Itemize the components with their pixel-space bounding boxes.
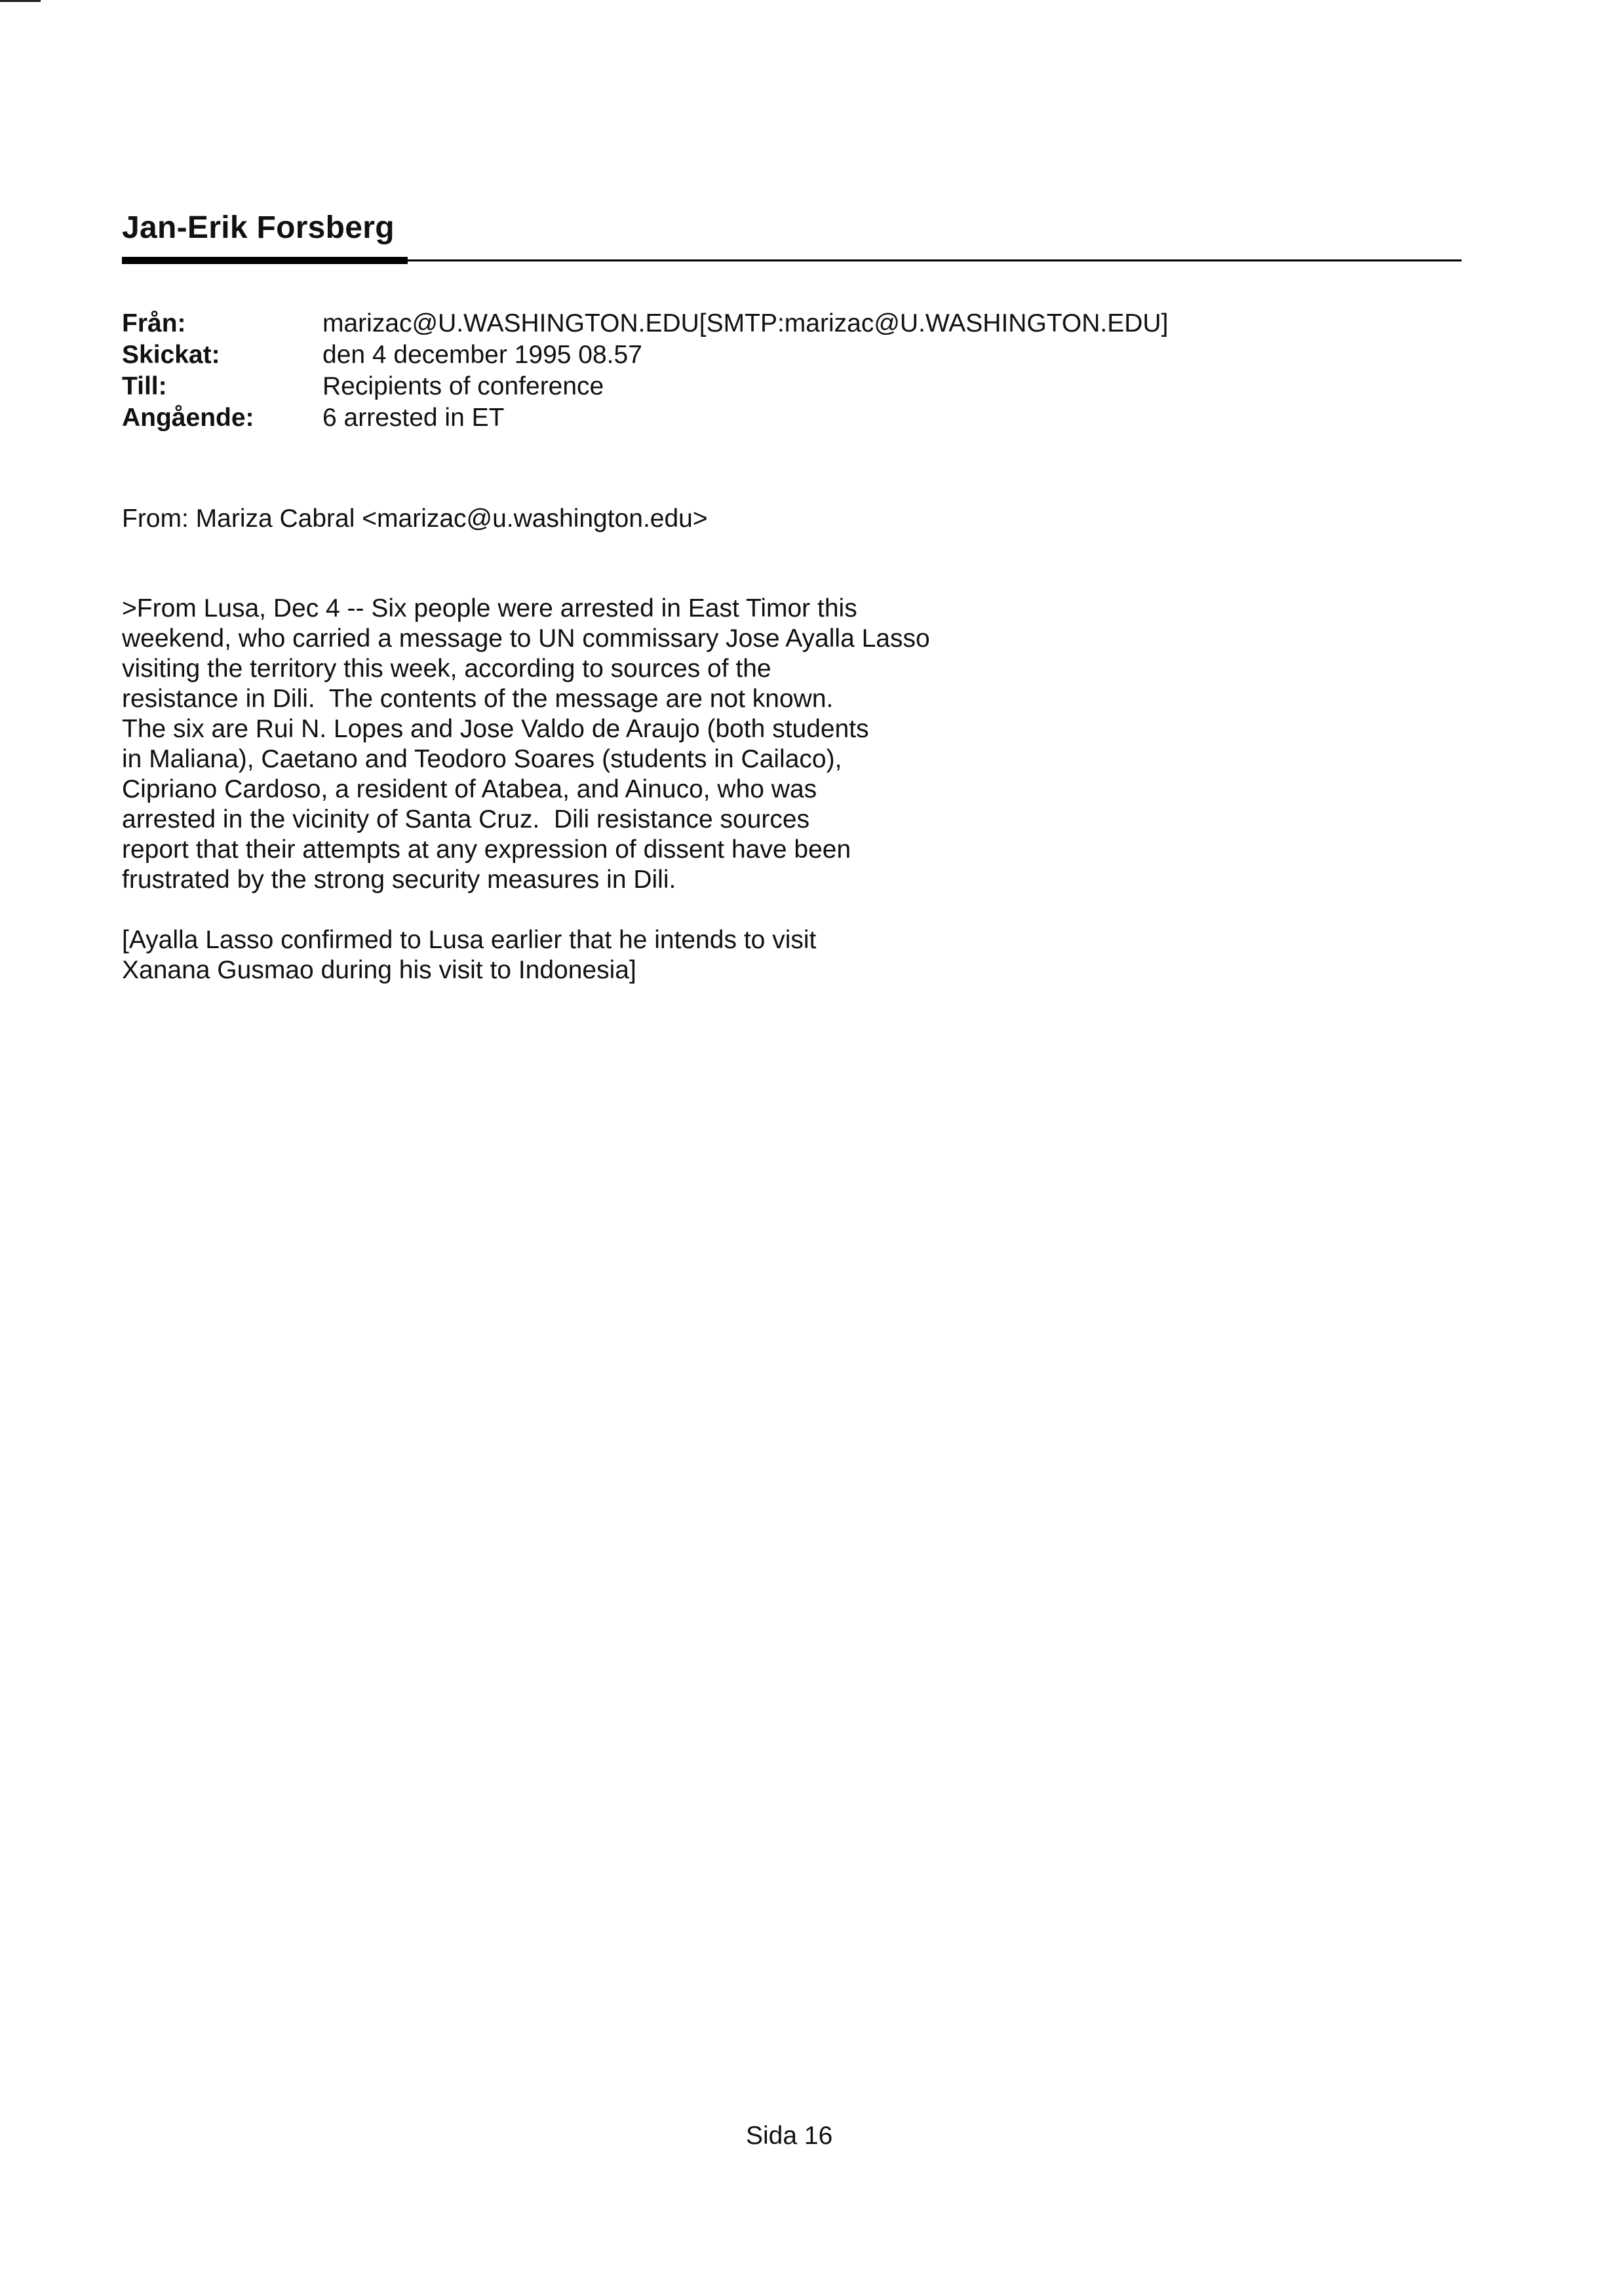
body-line: in Maliana), Caetano and Teodoro Soares (students in Cailaco), [122, 745, 842, 773]
meta-label-from: Från: [122, 309, 186, 337]
body-line: The six are Rui N. Lopes and Jose Valdo de Araujo (both students [122, 715, 869, 743]
meta-value-from: marizac@U.WASHINGTON.EDU[SMTP:marizac@U.WASHINGTON.EDU] [322, 309, 1169, 337]
body-line: resistance in Dili. The contents of the message are not known. [122, 685, 834, 713]
meta-label-to: Till: [122, 372, 167, 400]
header-rule-accent [122, 257, 408, 264]
body-line: Xanana Gusmao during his visit to Indonesia] [122, 956, 636, 984]
message-body [122, 594, 930, 985]
body-line: visiting the territory this week, according to sources of the [122, 655, 771, 683]
meta-value-sent: den 4 december 1995 08.57 [322, 341, 642, 369]
meta-value-to: Recipients of conference [322, 372, 604, 400]
body-line: [Ayalla Lasso confirmed to Lusa earlier that he intends to visit [122, 926, 817, 954]
scan-corner-mark [0, 0, 41, 2]
sender-name-header: Jan-Erik Forsberg [122, 210, 395, 245]
page-number: Sida 16 [746, 2122, 833, 2150]
body-line: Cipriano Cardoso, a resident of Atabea, and Ainuco, who was [122, 775, 817, 803]
meta-label-subject: Angående: [122, 404, 254, 432]
body-line: >From Lusa, Dec 4 -- Six people were arrested in East Timor this [122, 594, 857, 622]
body-line: report that their attempts at any expression of dissent have been [122, 835, 851, 864]
body-line: frustrated by the strong security measures in Dili. [122, 866, 676, 894]
meta-label-sent: Skickat: [122, 341, 220, 369]
body-line: arrested in the vicinity of Santa Cruz. Dili resistance sources [122, 805, 810, 833]
meta-value-subject: 6 arrested in ET [322, 404, 505, 432]
body-paragraph-1 [122, 594, 930, 895]
body-paragraph-2 [122, 925, 930, 985]
original-from-line: From: Mariza Cabral <marizac@u.washington.edu> [122, 505, 708, 533]
body-line: weekend, who carried a message to UN commissary Jose Ayalla Lasso [122, 624, 930, 653]
